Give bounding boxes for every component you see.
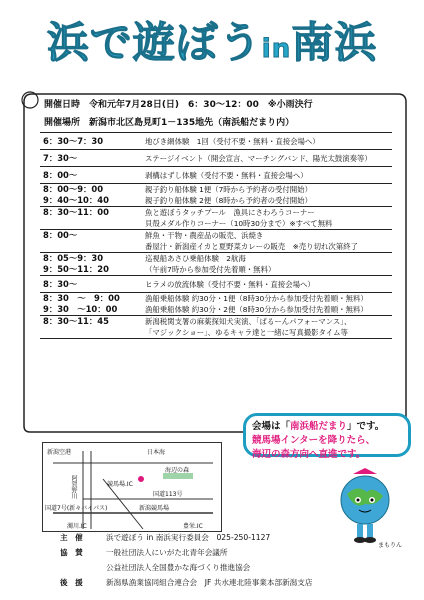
credits xyxy=(60,530,312,590)
schedule-row xyxy=(40,230,392,253)
mascot-icon xyxy=(333,466,397,546)
callout-text-3: 海辺の森方向へ直進です。 xyxy=(252,449,366,460)
schedule-description: 鮮魚・干物・農産品の販売、浜焼き 番屋汁・新潟産イカと夏野菜カレーの販売 ※売り切れ次第終了 xyxy=(145,231,358,251)
map-ic1-label: 競馬場.IC xyxy=(107,481,133,488)
schedule-time: 8：30～ xyxy=(43,278,78,289)
schedule-row xyxy=(40,184,392,207)
schedule-time: 6：30～7：30 xyxy=(43,135,104,146)
map-racecourse-label: 新潟競馬場 xyxy=(139,505,170,512)
schedule-time: 8：30～11：00 xyxy=(43,207,109,217)
schedule-row xyxy=(40,253,392,276)
date-label: 開催日時 xyxy=(44,100,81,110)
backing-value: 新潟県漁業協同組合連合会 JF 共水連北陸事業本部新潟支店 xyxy=(106,578,313,587)
host-label: 主 催 xyxy=(60,533,83,542)
title-text-1: 浜で遊ぼう xyxy=(46,18,262,67)
callout-text-2: 競馬場インターを降りたら、 xyxy=(252,435,376,446)
title-text-in: in xyxy=(261,34,292,64)
schedule-description: 巡視船あさひ乗船体験 2航海 （午前7時から参加受付先着順・無料） xyxy=(145,254,276,274)
host-value: 浜で遊ぼう in 南浜実行委員会 025-250-1127 xyxy=(106,533,271,542)
callout-venue-name: 南浜船だまり xyxy=(290,421,348,432)
schedule-row xyxy=(40,167,392,184)
map-sea-label: 日本海 xyxy=(147,449,166,456)
schedule-description: 漁船乗船体験 約30分・1便（8時30分から参加受付先着順・無料） 漁船乗船体験 約30分・2便（8時30分から参加受付先着順・無料） xyxy=(145,294,368,314)
schedule-time: 8：05～9：30 9：50～11：20 xyxy=(43,253,109,274)
schedule-description: ヒラメの放流体験（受付不要・無料・直接会場へ） xyxy=(145,279,315,289)
schedule-row xyxy=(40,316,392,339)
schedule-row xyxy=(40,133,392,150)
schedule-description: 新潟税関支署の麻薬探知犬実演、「ぱるーんパフォーマンス」、 「マジックショー」、ゆるキャラ達と一緒に写真撮影タイム等 xyxy=(145,317,352,337)
schedule-row xyxy=(40,276,392,293)
map-ic3-label: 豊栄.IC xyxy=(183,523,203,530)
support-value-2: 公益社団法人全国豊かな海づくり推進協会 xyxy=(106,563,251,572)
map-ic2-label: 濁川.IC xyxy=(67,523,87,530)
schedule-row xyxy=(40,150,392,167)
callout-text-1c: 」です。 xyxy=(347,421,385,432)
place-label: 開催場所 xyxy=(44,118,81,128)
backing-label: 後 援 xyxy=(60,578,83,587)
schedule-row xyxy=(40,293,392,316)
schedule-time: 8：30～11：45 xyxy=(43,316,109,326)
map-river-label: 阿賀野川 xyxy=(70,475,77,499)
schedule-time: 8：00～9：00 9：40～10：40 xyxy=(43,184,109,205)
schedule-time: 7：30～ xyxy=(43,152,78,163)
schedule-description: ステージイベント（開会宣言、マーチングバンド、陽光太鼓演奏等） xyxy=(145,153,372,163)
place-value: 新潟市北区島見町1－135地先（南浜船だまり内） xyxy=(89,118,295,128)
title-text-2: 南浜 xyxy=(291,18,378,67)
schedule-description: 親子釣り船体験 1便（7時から予約者の受付開始） 親子釣り船体験 2便（8時から予約者の受付開始） xyxy=(145,185,312,205)
map-bypass-label: 国道7号(新々バイパス) xyxy=(45,505,108,512)
callout-text-1a: 会場は「 xyxy=(252,421,291,432)
support-label: 協 賛 xyxy=(60,548,83,557)
map-route113-label: 国道113号 xyxy=(153,491,183,498)
venue-callout xyxy=(243,413,411,460)
schedule-time: 8：00～ xyxy=(43,169,78,180)
schedule-description: 地びき網体験 1回（受付不要・無料・直接会場へ） xyxy=(145,136,320,146)
support-value-1: 一般社団法人にいがた北青年会議所 xyxy=(106,548,228,557)
map-airport-label: 新潟空港 xyxy=(47,449,72,456)
map-forest-label: 海辺の森 xyxy=(165,467,190,474)
schedule-table xyxy=(40,132,392,339)
page-title xyxy=(0,10,424,70)
access-map xyxy=(42,442,222,532)
schedule-time: 8：00～ xyxy=(43,230,78,240)
mascot-name: まもりん xyxy=(378,542,403,549)
schedule-row xyxy=(40,207,392,230)
schedule-description: 剥構はずし体験（受付不要・無料・直接会場へ） xyxy=(145,170,308,180)
schedule-description: 魚と遊ぼうタッチプール 漁具にさわろうコーナー 貝殻メダル作りコーナー（10時30分まで）※すべて無料 xyxy=(145,208,333,228)
event-info xyxy=(44,96,404,132)
schedule-time: 8：30 ～ 9：00 9：30 ～10：00 xyxy=(43,293,120,314)
date-value: 令和元年7月28日(日) 6：30～12：00 ※小雨決行 xyxy=(89,100,313,110)
